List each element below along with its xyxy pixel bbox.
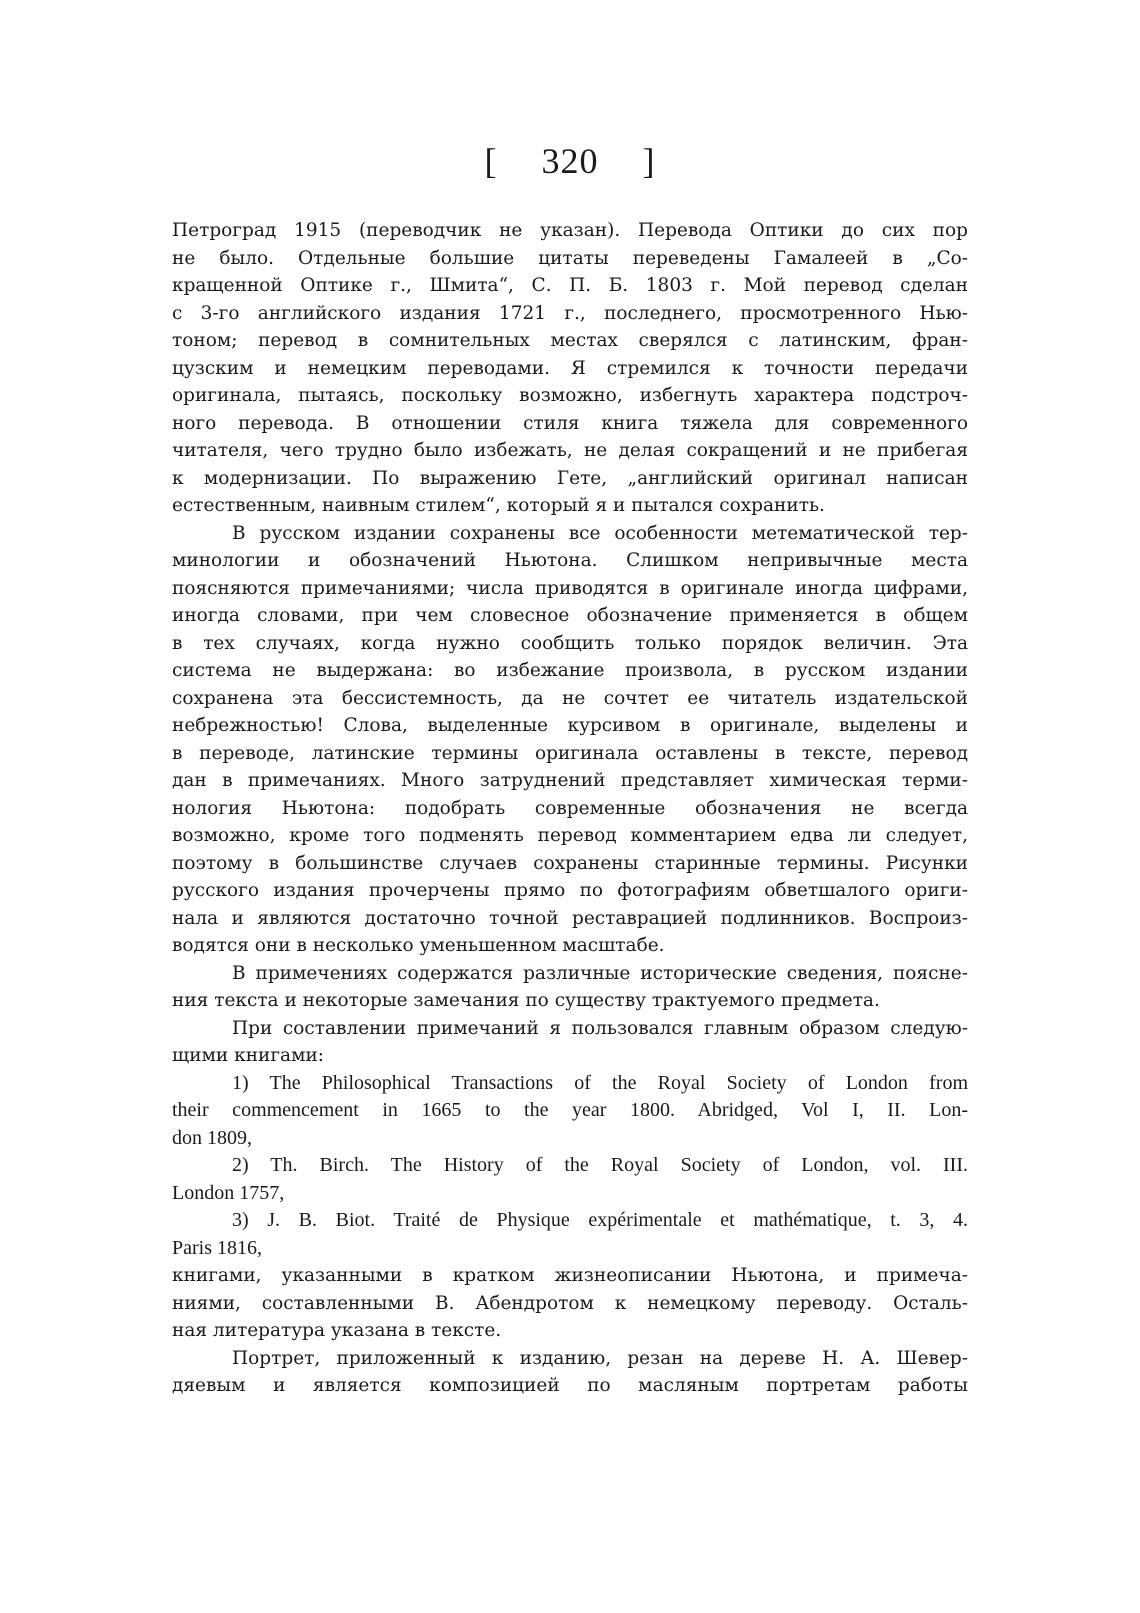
text-line: естественным, наивным стилем“, который я и пытался сохранить.: [172, 495, 825, 516]
text-line: Петроград 1915 (переводчик не указан). Перевода Оптики до сих пор: [172, 220, 968, 241]
text-line: возможно, кроме того подменять перевод комментарием едва ли следует,: [172, 825, 968, 846]
text-line: При составлении примечаний я пользовался главным образом следую-: [232, 1017, 968, 1039]
text-line: сохранена эта бессистемность, да не сочтет ее читатель издательской: [172, 687, 968, 709]
text-line: в переводе, латинские термины оригинала оставлены в тексте, перевод: [172, 742, 968, 764]
text-line: 2) Th. Birch. The History of the Royal Society of London, vol. III.: [232, 1154, 968, 1176]
text-line: 1) The Philosophical Transactions of the Royal Society of London from: [232, 1071, 968, 1094]
text-line: В примечениях содержатся различные исторические сведения, поясне-: [232, 962, 968, 984]
text-line: ния текста и некоторые замечания по существу трактуемого предмета.: [172, 990, 880, 1011]
text-line: their commencement in 1665 to the year 1800. Abridged, Vol I, II. Lon-: [172, 1099, 968, 1121]
text-line: щими книгами:: [172, 1045, 325, 1066]
text-line: к модернизации. По выражению Гете, „английский оригинал написан: [172, 467, 968, 489]
text-line: поясняются примечаниями; числа приводятся в оригинале иногда цифрами,: [172, 577, 968, 599]
text-line: тоном; перевод в сомнительных местах сверялся с латинским, фран-: [172, 330, 968, 351]
text-line: ниями, составленными В. Абендротом к немецкому переводу. Осталь-: [172, 1292, 968, 1314]
text-line: книгами, указанными в кратком жизнеописании Ньютона, и примеча-: [172, 1265, 968, 1286]
text-line: нология Ньютона: подобрать современные обозначения не всегда: [172, 797, 968, 819]
text-line: цузским и немецким переводами. Я стремился к точности передачи: [172, 357, 968, 379]
text-line: система не выдержана: во избежание произвола, в русском издании: [172, 660, 968, 681]
text-line: don 1809,: [172, 1126, 252, 1149]
text-line: небрежностью! Слова, выделенные курсивом в оригинале, выделены и: [172, 715, 968, 736]
text-line: иногда словами, при чем словесное обозначение применяется в общем: [172, 605, 968, 626]
text-line: ного перевода. В отношении стиля книга тяжела для современного: [172, 412, 968, 434]
text-line: русского издания прочерчены прямо по фотографиям обветшалого ориги-: [172, 880, 968, 901]
text-line: поэтому в большинстве случаев сохранены старинные термины. Рисунки: [172, 852, 968, 874]
text-line: минологии и обозначений Ньютона. Слишком непривычные места: [172, 550, 968, 571]
text-line: водятся они в несколько уменьшенном масштабе.: [172, 935, 665, 956]
text-line: ная литература указана в тексте.: [172, 1320, 502, 1341]
text-line: Портрет, приложенный к изданию, резан на дереве Н. А. Шевер-: [232, 1347, 968, 1369]
text-line: читателя, чего трудно было избежать, не делая сокращений и не прибегая: [172, 440, 968, 461]
text-line: 3) J. B. Biot. Traité de Physique expérimentale et mathématique, t. 3, 4.: [232, 1209, 968, 1231]
page-number: [0, 140, 1140, 182]
text-line: дан в примечаниях. Много затруднений представляет химическая терми-: [172, 770, 968, 791]
text-line: оригинала, пытаясь, поскольку возможно, избегнуть характера подстроч-: [172, 385, 968, 406]
page-number-value: 320: [541, 141, 599, 181]
text-line: с 3-го английского издания 1721 г., последнего, просмотренного Нью-: [172, 302, 968, 324]
bracket-close: ]: [642, 141, 656, 181]
text-line: London 1757,: [172, 1181, 285, 1204]
text-line: в тех случаях, когда нужно сообщить только порядок величин. Эта: [172, 632, 968, 654]
text-line: кращенной Оптике г., Шмита“, С. П. Б. 1803 г. Мой перевод сделан: [172, 275, 968, 296]
text-line: не было. Отдельные большие цитаты переведены Гамалеей в „Со-: [172, 247, 968, 269]
body-text: [172, 217, 968, 1400]
text-line: Paris 1816,: [172, 1236, 262, 1259]
text-line: В русском издании сохранены все особенности метематической тер-: [232, 522, 968, 544]
text-line: дяевым и является композицией по масляным портретам работы: [172, 1375, 968, 1396]
text-line: нала и являются достаточно точной реставрацией подлинников. Воспроиз-: [172, 907, 968, 929]
bracket-open: [: [484, 141, 498, 181]
